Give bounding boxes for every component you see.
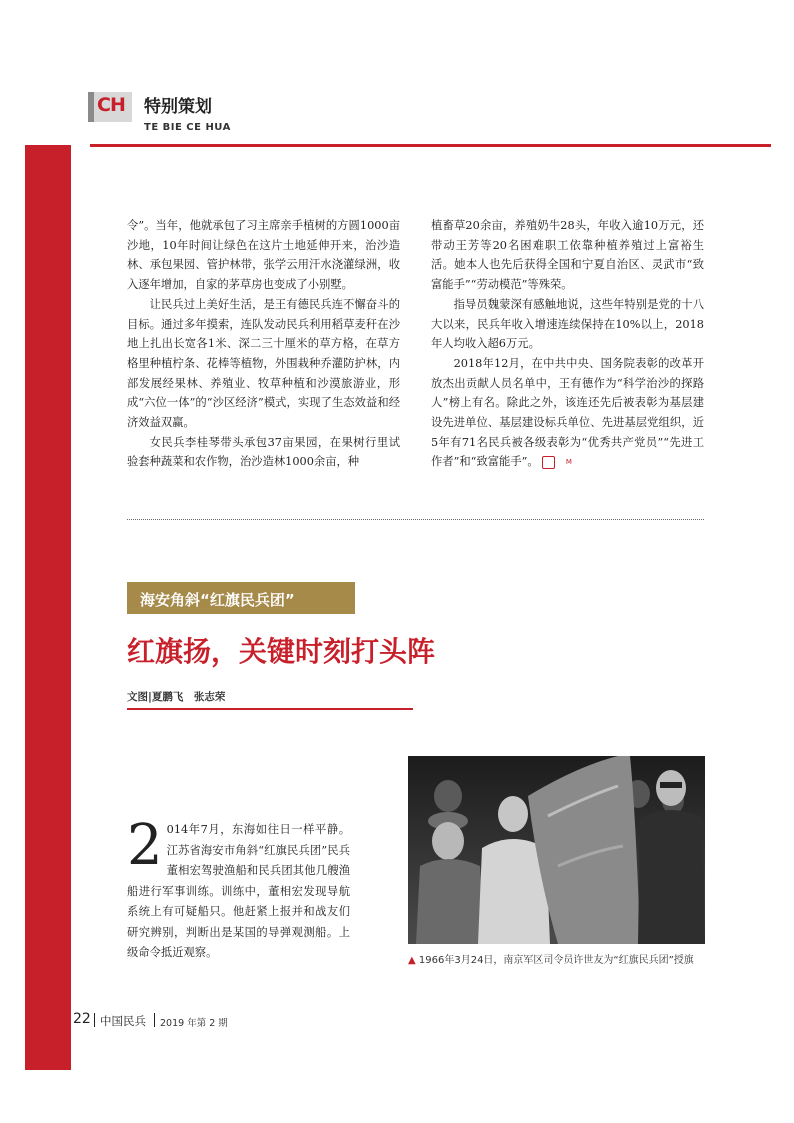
article2-banner-text: 海安角斜“红旗民兵团”: [140, 591, 295, 609]
photo-caption: [408, 951, 694, 966]
byline-rule: [127, 708, 413, 710]
caption-triangle-icon: ▲: [408, 955, 416, 966]
article1-column-left: [127, 216, 400, 472]
article2-lead: [127, 813, 350, 964]
article2-byline: 文图|夏鹏飞 张志荣: [127, 691, 226, 703]
paragraph: 女民兵李桂琴带头承包37亩果园，在果树行里试验套种蔬菜和农作物，治沙造林1000余亩，种: [127, 435, 400, 469]
footer-separator: [94, 1013, 95, 1027]
section-title: 特别策划: [144, 97, 212, 117]
paragraph: 2018年12月，在中共中央、国务院表彰的改革开放杰出贡献人员名单中，王有德作为“科学治沙的探路人”榜上有名。除此之外，该连还先后被表彰为基层建设先进单位、基层建设标兵单位、先进基层党组织，近5年有71名民兵被各级表彰为“优秀共产党员”“先进工作者”和“致富能手”。: [431, 356, 704, 469]
lead-text: 014年7月，东海如往日一样平静。江苏省海安市角斜“红旗民兵团”民兵董相宏驾驶渔船和民兵团其他几艘渔船进行军事训练。训练中，董相宏发现导航系统上有可疑船只。他赶紧上报并和战友们研究辨别，判断出是某国的导弹观测船。上级命令抵近观察。: [127, 823, 350, 959]
paragraph: 令”。当年，他就承包了习主席亲手植树的方圆1000亩沙地，10年时间让绿色在这片土地延伸开来，治沙造林、承包果园、管护林带，张学云用汗水浇灌绿洲，收入逐年增加，自家的茅草房也变成了小别墅。: [127, 219, 400, 292]
end-mark-icon: M: [542, 456, 555, 469]
page-number: 22: [73, 1011, 91, 1027]
drop-cap: 2: [127, 813, 163, 878]
photo-illustration: [408, 756, 705, 944]
issue-label: 2019 年第 2 期: [160, 1018, 228, 1029]
article1-column-right: [431, 216, 704, 472]
paragraph: 让民兵过上美好生活，是王有德民兵连不懈奋斗的目标。通过多年摸索，连队发动民兵利用稻草麦秆在沙地上扎出长宽各1米、深二三十厘米的草方格，在草方格里种植柠条、花棒等植物，外围栽种乔灌防护林，内部发展经果林、养殖业、牧草种植和沙漠旅游业，形成“六位一体”的“沙区经济”模式，实现了生态效益和经济效益双赢。: [127, 297, 400, 430]
section-logo-text: CH: [97, 94, 125, 116]
article2-headline: 红旗扬，关键时刻打头阵: [127, 635, 436, 668]
magazine-name: 中国民兵: [100, 1014, 146, 1028]
section-divider: [127, 519, 704, 520]
header-rule: [90, 144, 771, 147]
paragraph: 植畜草20余亩，养殖奶牛28头，年收入逾10万元，还带动王芳等20名困难职工依靠种植养殖过上富裕生活。她本人也先后获得全国和宁夏自治区、灵武市“致富能手”“劳动模范”等殊荣。: [431, 219, 704, 292]
footer-separator: [154, 1013, 155, 1027]
side-color-bar: [25, 145, 71, 1070]
historic-photo: [408, 756, 705, 944]
caption-text: 1966年3月24日，南京军区司令员许世友为“红旗民兵团”授旗: [418, 955, 694, 966]
paragraph: 指导员魏蒙深有感触地说，这些年特别是党的十八大以来，民兵年收入增速连续保持在10%以上，2018年人均收入超6万元。: [431, 297, 704, 351]
section-subtitle: TE BIE CE HUA: [144, 122, 231, 133]
